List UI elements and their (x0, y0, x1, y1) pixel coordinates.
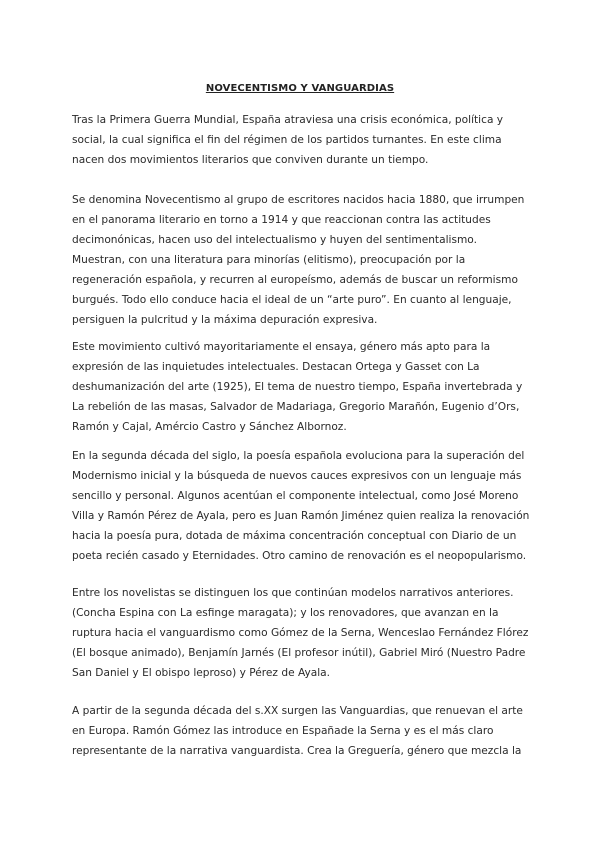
paragraph-novela: Entre los novelistas se distinguen los que continúan modelos narrativos anteriores. (Concha Espina con La esfinge maragata); y los renovadores, que avanzan en la ruptura hacia el vanguardismo como Gómez de la Serna, Wenceslao Fernández Flórez (El bosque animado), Benjamín Jarnés (El profesor inútil), Gabriel Miró (Nuestro Padre San Daniel y El obispo leproso) y Pérez de Ayala. (72, 587, 529, 679)
paragraph-poesia: En la segunda década del siglo, la poesía española evoluciona para la superación del Modernismo inicial y la búsqueda de nuevos cauces expresivos con un lenguaje más sencillo y personal. Algunos acentúan el componente intelectual, como José Moreno Villa y Ramón Pérez de Ayala, pero es Juan Ramón Jiménez quien realiza la renovación hacia la poesía pura, dotada de máxima concentración conceptual con Diario de un poeta recién casado y Eternidades. Otro camino de renovación es el neopopularismo. (72, 450, 530, 562)
paragraph-novecentismo: Se denomina Novecentismo al grupo de escritores nacidos hacia 1880, que irrumpen en el panorama literario en torno a 1914 y que reaccionan contra las actitudes decimonónicas, hacen uso del intelectualismo y huyen del sentimentalismo. Muestran, con una literatura para minorías (elitismo), preocupación por la regeneración española, y recurren al europeísmo, además de buscar un reformismo burgués. Todo ello conduce hacia el ideal de un “arte puro”. En cuanto al lenguaje, persiguen la pulcritud y la máxima depuración expresiva. (72, 194, 525, 326)
document-title: NOVECENTISMO Y VANGUARDIAS (205, 83, 395, 94)
paragraph-intro: Tras la Primera Guerra Mundial, España atraviesa una crisis económica, política y social, la cual significa el fin del régimen de los partidos turnantes. En este clima nacen dos movimientos literarios que conviven durante un tiempo. (72, 114, 504, 166)
paragraph-vanguardias: A partir de la segunda década del s.XX surgen las Vanguardias, que renuevan el arte en Europa. Ramón Gómez las introduce en Españade la Serna y es el más claro representante de la narrativa vanguardista. Crea la Greguería, género que mezcla la (72, 705, 523, 757)
paragraph-ensayo: Este movimiento cultivó mayoritariamente el ensaya, género más apto para la expresión de las inquietudes intelectuales. Destacan Ortega y Gasset con La deshumanización del arte (1925), El tema de nuestro tiempo, España invertebrada y La rebelión de las masas, Salvador de Madariaga, Gregorio Marañón, Eugenio d’Ors, Ramón y Cajal, Amércio Castro y Sánchez Albornoz. (72, 341, 523, 433)
